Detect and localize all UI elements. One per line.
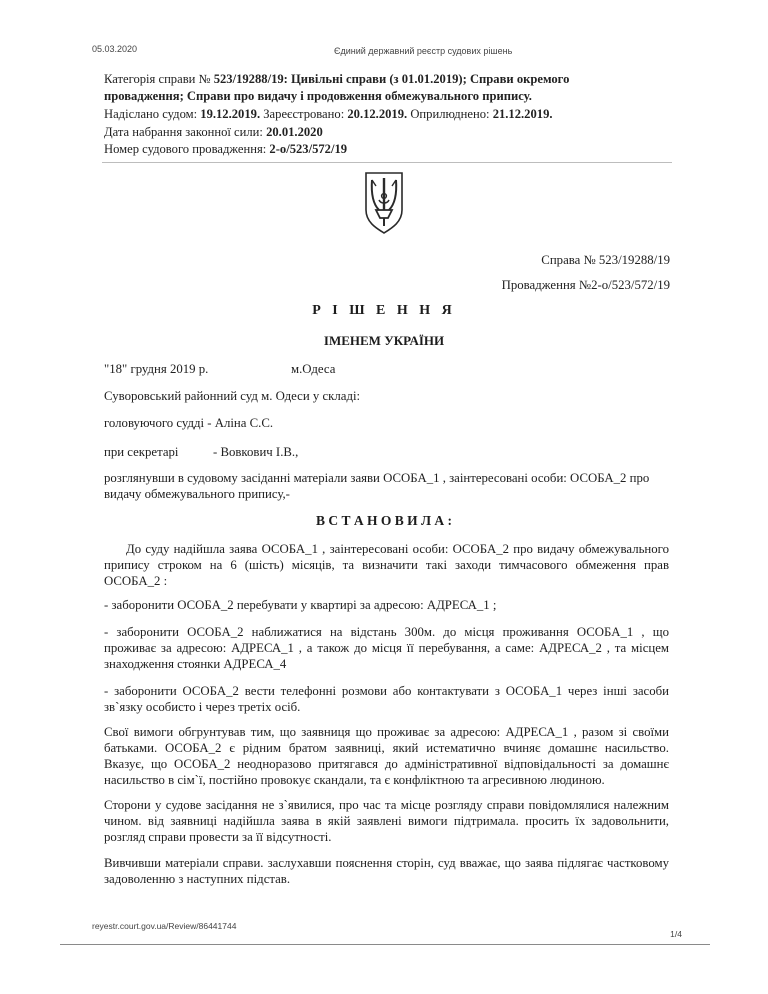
proceeding-value: 2-о/523/572/19 <box>269 142 348 156</box>
statement-line-3: ОСОБА_2 : <box>104 574 168 588</box>
registry-name: Єдиний державний реєстр судових рішень <box>334 46 513 56</box>
footer-url[interactable]: reyestr.court.gov.ua/Review/86441744 <box>92 921 237 931</box>
category-label: Категорія справи № <box>104 72 211 86</box>
effective-value: 20.01.2020 <box>266 125 323 139</box>
parties-line-3: розгляд справи провести за її відсутності. <box>104 830 332 844</box>
established-heading: В С Т А Н О В И Л А : <box>315 513 453 528</box>
coat-of-arms-icon <box>362 170 406 241</box>
decision-city: м.Одеса <box>291 362 336 376</box>
header-divider <box>102 162 672 163</box>
page-number: 1/4 <box>670 929 682 939</box>
proceeding-number: Провадження №2-о/523/572/19 <box>501 278 670 292</box>
published-label: Оприлюднено: <box>410 107 490 121</box>
measure-2-line-1: - заборонити ОСОБА_2 наближатися на відстань 300м. до місця проживання ОСОБА_1 , що <box>104 625 669 639</box>
grounds-line-4: насильство в сім`ї, постійно провокує скандали, та є конфліктною та агресивною людиною. <box>104 773 605 787</box>
case-category-line-2 <box>104 89 532 104</box>
decision-subtitle: ІМЕНЕМ УКРАЇНИ <box>323 333 445 348</box>
secretary-label: при секретарі <box>104 445 179 459</box>
measure-2-line-3: знаходження стоянки АДРЕСА_4 <box>104 657 287 671</box>
court-composition: Суворовський районний суд м. Одеси у складі: <box>104 389 361 403</box>
considered-line-2: видачу обмежувального припису,- <box>104 487 290 501</box>
measure-3-line-2: зв`язку особисто і через третіх осіб. <box>104 700 301 714</box>
category-value-2: провадження; Справи про видачу і продовження обмежувального припису. <box>104 89 532 103</box>
decision-title: Р І Ш Е Н Н Я <box>312 303 456 318</box>
measure-2-line-2: проживає за адресою: АДРЕСА_1 , а також до місця її перебування, а саме: АДРЕСА_2 , та місцем <box>104 641 669 655</box>
considered-line-1: розглянувши в судовому засіданні матеріали заяви ОСОБА_1 , заінтересовані особи: ОСОБА_2 про <box>104 471 650 485</box>
presiding-judge: головуючого судді - Аліна С.С. <box>104 416 274 430</box>
statement-line-1: До суду надійшла заява ОСОБА_1 , заінтересовані особи: ОСОБА_2 про видачу обмежувального <box>126 542 669 556</box>
print-date: 05.03.2020 <box>92 44 138 54</box>
conclusion-line-1: Вивчивши матеріали справи. заслухавши пояснення сторін, суд вважає, що заява підлягає частковому <box>104 856 669 870</box>
parties-line-2: чином. від заявниці надійшла заява в якій заявлені вимоги підтримала. просить їх задовольнити, <box>104 814 669 828</box>
sent-value: 19.12.2019. <box>200 107 261 121</box>
effective-date-line <box>104 125 323 140</box>
measure-1: - заборонити ОСОБА_2 перебувати у квартирі за адресою: АДРЕСА_1 ; <box>104 598 497 612</box>
statement-line-2: припису строком на 6 (шість) місяців, та визначити такі заходи тимчасового обмеження прав <box>104 558 669 572</box>
proceeding-label: Номер судового провадження: <box>104 142 267 156</box>
parties-line-1: Сторони у судове засідання не з`явилися, про час та місце розгляду справи повідомлялися належним <box>104 798 669 812</box>
footer-divider <box>60 944 710 945</box>
published-value: 21.12.2019. <box>492 107 553 121</box>
effective-label: Дата набрання законної сили: <box>104 125 263 139</box>
grounds-line-2: батьками. ОСОБА_2 є рідним братом заявниці, який иcтематично вчиняє домашнє насильство. <box>104 741 669 755</box>
grounds-line-1: Свої вимоги обгрунтував тим, що заявниця що проживає за адресою: АДРЕСА_1 , разом зі своїми <box>104 725 669 739</box>
decision-date: "18" грудня 2019 р. <box>104 362 209 376</box>
conclusion-line-2: задоволенню з наступних підстав. <box>104 872 291 886</box>
proceeding-number-line <box>104 142 347 157</box>
case-dates-line <box>104 107 553 122</box>
case-category-line <box>104 72 569 87</box>
secretary-name: - Вовкович І.В., <box>213 445 299 459</box>
case-number: Справа № 523/19288/19 <box>541 253 670 267</box>
registered-label: Зареєстровано: <box>263 107 345 121</box>
sent-label: Надіслано судом: <box>104 107 198 121</box>
measure-3-line-1: - заборонити ОСОБА_2 вести телефонні розмови або контактувати з ОСОБА_1 через інші засоби <box>104 684 669 698</box>
registered-value: 20.12.2019. <box>347 107 408 121</box>
category-value: 523/19288/19: Цивільні справи (з 01.01.2019); Справи окремого <box>213 72 570 86</box>
grounds-line-3: Вказує, що ОСОБА_2 неодноразово притягався до адміністративної відповідальності за домашнє <box>104 757 669 771</box>
